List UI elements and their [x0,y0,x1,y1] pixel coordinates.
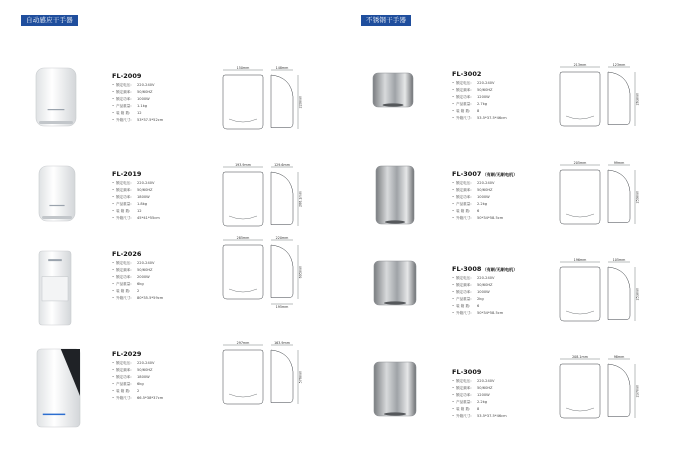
spec-value: 50/60HZ [137,90,153,94]
spec-value: 220-240V [137,181,155,185]
dimension-label: 259mm [635,190,640,204]
spec-item [112,82,163,89]
spec-item [452,282,503,289]
dryer-body [374,362,416,416]
model-number [112,250,141,258]
spec-label: 额定电压: [116,361,132,365]
spec-value: 6kg [137,282,144,286]
front-view-outline [223,172,263,226]
product-card [30,340,370,440]
front-view-outline [560,364,600,418]
spec-item [112,381,163,388]
spec-value: 6 [477,304,480,308]
spec-item [452,108,507,115]
spec-item [452,115,507,122]
dryer-body [373,73,413,107]
side-view-outline [608,72,630,125]
spec-label: 额定功率: [116,275,132,279]
spec-label: 装 箱 数: [116,111,131,115]
spec-item [112,187,160,194]
spec-item [112,194,160,201]
model-name: FL-2019 [112,170,142,178]
spec-item [112,367,163,374]
spec-label: 额定功率: [456,95,472,99]
spec-item [452,187,503,194]
spec-list [112,260,163,302]
product-photo [35,67,77,131]
dimension-label: 266.1mm [298,191,303,207]
spec-item [112,395,163,402]
spec-value: 2.2kg [477,202,488,206]
spec-item [452,406,507,413]
spec-label: 产品重量: [456,400,472,404]
spec-value: 50/60HZ [477,188,493,192]
spec-value: 2000W [137,275,150,279]
front-view-outline [223,245,263,299]
spec-label: 额定功率: [116,97,132,101]
spec-label: 额定频率: [456,283,472,287]
spec-item [112,208,160,215]
spec-item [452,94,507,101]
dimension-label: 99mm [613,161,625,165]
dimension-label: 148mm [275,66,289,70]
model-name: FL-2026 [112,250,142,258]
spec-label: 外箱尺寸: [456,216,472,220]
spec-value: 2 [137,389,140,393]
spec-label: 装 箱 数: [456,209,471,213]
spec-item [452,385,507,392]
dimension-label: 253mm [635,287,640,301]
product-photo [38,250,72,330]
spec-item [112,89,163,96]
spec-value: 66.5*38*37cm [137,396,164,400]
spec-list [452,180,503,222]
spec-value: 50/60HZ [137,188,153,192]
spec-label: 装 箱 数: [456,407,471,411]
spec-item [452,201,503,208]
spec-value: 53.5*37.5*46cm [477,414,507,418]
dimension-label: 213mm [573,63,587,67]
model-name: FL-2029 [112,350,142,358]
spec-value: 1200W [477,393,490,397]
spec-value: 1200W [477,95,490,99]
spec-item [112,288,163,295]
spec-label: 外箱尺寸: [116,296,132,300]
spec-value: 2.7kg [477,102,488,106]
spec-label: 产品重量: [456,102,472,106]
dryer-body [376,166,414,224]
motor-type-note: （有刷/无刷电机） [482,267,518,272]
spec-label: 产品重量: [456,202,472,206]
spec-value: 50*34*58.5cm [477,311,504,315]
section-title-automatic-sensor: 自动感应干手器 [21,15,78,26]
spec-value: 220-240V [137,83,155,87]
technical-drawing [213,65,328,147]
product-card [30,62,370,162]
spec-label: 外箱尺寸: [456,414,472,418]
model-name: FL-3007 [452,170,482,178]
spec-value: 80*35.5*59cm [137,296,164,300]
dimension-label: 129.6mm [274,163,290,167]
dimension-label: 195mm [275,305,289,309]
dimension-label: 208.1mm [572,355,588,359]
spec-label: 产品重量: [116,104,132,108]
spec-value: 220-240V [137,361,155,365]
spec-label: 外箱尺寸: [116,396,132,400]
spec-label: 额定功率: [116,375,132,379]
spec-label: 额定频率: [116,188,132,192]
spec-item [452,87,507,94]
front-view-detail [566,311,594,314]
spec-item [452,392,507,399]
spec-value: 6 [477,209,480,213]
spec-item [452,310,503,317]
model-name: FL-2009 [112,72,142,80]
brand-strip [48,109,65,110]
air-outlet [383,103,404,106]
spec-value: 1000W [477,290,490,294]
spec-item [112,180,160,187]
spec-label: 额定频率: [456,88,472,92]
spec-value: 220-240V [477,379,495,383]
model-number [112,170,141,178]
spec-value: 6kg [137,382,144,386]
dimension-label: 297mm [236,341,250,345]
spec-label: 外箱尺寸: [116,216,132,220]
spec-label: 产品重量: [116,382,132,386]
spec-item [112,374,163,381]
front-view-detail [229,394,257,397]
air-outlet [384,412,406,415]
dimension-label: 205mm [573,161,587,165]
spec-value: 50/60HZ [477,88,493,92]
model-name: FL-3009 [452,368,482,376]
spec-label: 额定频率: [456,386,472,390]
model-number [452,265,517,273]
spec-item [112,117,163,124]
spec-label: 装 箱 数: [116,389,131,393]
spec-list [112,360,163,402]
spec-label: 额定电压: [456,181,472,185]
spec-value: 50/60HZ [137,268,153,272]
spec-item [452,194,503,201]
front-view-outline [560,267,600,321]
front-view-outline [560,72,600,126]
air-outlet [39,121,73,124]
product-card [370,255,680,355]
spec-value: 50/60HZ [477,386,493,390]
air-outlet [385,220,405,223]
dryer-body [36,68,76,126]
spec-item [112,215,160,222]
model-name: FL-3002 [452,70,482,78]
technical-drawing [550,62,665,144]
dryer-body [374,261,416,305]
dryer-body [39,166,75,221]
technical-drawing [550,257,665,339]
front-view-outline [223,350,263,404]
spec-value: 220-240V [477,276,495,280]
model-number [112,72,141,80]
blue-light-strip [43,414,66,416]
product-photo [373,260,417,310]
side-view-outline [608,364,630,417]
front-view-detail [229,216,257,219]
spec-item [452,101,507,108]
product-card [30,236,370,340]
spec-value: 220-240V [137,261,155,265]
air-outlet [42,216,72,219]
spec-value: 1800W [137,195,150,199]
spec-item [112,260,163,267]
spec-value: 8 [477,109,480,113]
front-view-outline [560,170,600,224]
spec-value: 50/60HZ [137,368,153,372]
side-view-outline [271,245,293,298]
spec-value: 2 [137,289,140,293]
spec-value: 1000W [137,97,150,101]
spec-label: 额定功率: [116,195,132,199]
spec-list [112,82,163,124]
product-card [370,160,680,260]
spec-label: 额定电压: [116,181,132,185]
spec-list [452,80,507,122]
model-number [452,170,517,178]
model-number [112,350,141,358]
product-card [370,60,680,160]
dimension-label: 105mm [612,258,626,262]
technical-drawing [213,162,328,244]
technical-drawing [213,235,328,317]
spec-item [452,80,507,87]
spec-item [452,275,503,282]
spec-value: 50*34*58.5cm [477,216,504,220]
spec-value: 1800W [137,375,150,379]
dimension-label: 285mm [236,236,250,240]
spec-value: 1000W [477,195,490,199]
spec-item [112,281,163,288]
technical-drawing [213,340,328,422]
spec-value: 2.2kg [477,400,488,404]
spec-label: 产品重量: [116,202,132,206]
spec-label: 装 箱 数: [456,304,471,308]
spec-item [112,103,163,110]
spec-label: 额定频率: [116,268,132,272]
spec-label: 额定电压: [456,81,472,85]
spec-item [112,360,163,367]
spec-label: 装 箱 数: [116,289,131,293]
technical-drawing [550,160,665,242]
dimension-label: 193.9mm [235,163,251,167]
front-view-detail [229,119,257,122]
product-photo [372,72,414,112]
brand-strip [49,205,64,206]
spec-item [452,208,503,215]
spec-item [112,110,163,117]
dimension-label: 163.9mm [274,341,290,345]
spec-label: 额定电压: [456,276,472,280]
spec-value: 45*41*55cm [137,216,160,220]
spec-label: 额定电压: [116,83,132,87]
spec-value: 12 [137,209,142,213]
indicator-strip [48,259,62,261]
spec-label: 额定电压: [116,261,132,265]
spec-item [452,296,503,303]
product-photo [36,348,81,432]
spec-label: 额定频率: [456,188,472,192]
spec-value: 53.5*37.5*46cm [477,116,507,120]
spec-list [452,378,507,420]
motor-type-note: （有刷/无刷电机） [482,172,518,177]
spec-label: 产品重量: [116,282,132,286]
dimension-label: 150mm [236,66,250,70]
spec-label: 额定频率: [116,368,132,372]
side-view-outline [271,75,293,128]
spec-label: 产品重量: [456,297,472,301]
spec-label: 额定功率: [456,393,472,397]
dimension-label: 695mm [298,265,303,279]
spec-item [452,413,507,420]
spec-item [112,267,163,274]
side-view-outline [271,350,293,403]
spec-label: 外箱尺寸: [456,311,472,315]
front-view-outline [223,75,263,129]
dimension-label: 123mm [612,63,626,67]
spec-item [452,399,507,406]
spec-item [452,289,503,296]
spec-value: 53*37.5*52cm [137,118,164,122]
front-view-detail [229,289,257,292]
spec-item [452,180,503,187]
spec-item [112,295,163,302]
spec-list [452,275,503,317]
spec-item [112,274,163,281]
spec-item [112,96,163,103]
spec-value: 50/60HZ [477,283,493,287]
product-photo [38,165,76,226]
spec-value: 220-240V [477,181,495,185]
dimension-label: 220mm [298,95,303,109]
dimension-label: 220mm [275,236,289,240]
spec-item [452,215,503,222]
spec-item [112,388,163,395]
front-view-detail [566,116,594,119]
air-outlet [384,301,406,304]
spec-label: 额定功率: [456,195,472,199]
side-view-outline [271,172,293,225]
model-name: FL-3008 [452,265,482,273]
spec-label: 装 箱 数: [456,109,471,113]
side-view-outline [608,170,630,223]
spec-item [452,378,507,385]
hand-slot [42,277,68,301]
spec-list [112,180,160,222]
dimension-label: 263mm [635,92,640,106]
spec-item [452,303,503,310]
spec-label: 额定功率: [456,290,472,294]
spec-label: 装 箱 数: [116,209,131,213]
front-view-detail [566,408,594,411]
dimension-label: 237mm [635,384,640,398]
model-number [452,70,481,78]
dimension-label: 98mm [613,355,625,359]
technical-drawing [550,354,665,436]
front-view-detail [566,214,594,217]
product-card [370,355,680,458]
spec-value: 1.8kg [137,202,148,206]
spec-value: 1.1kg [137,104,148,108]
product-photo [373,361,417,421]
product-photo [375,165,415,229]
model-number [452,368,481,376]
spec-label: 额定频率: [116,90,132,94]
section-title-stainless-steel: 不锈钢干手器 [361,15,411,26]
spec-value: 12 [137,111,142,115]
spec-value: 8 [477,407,480,411]
spec-value: 2kg [477,297,484,301]
spec-item [112,201,160,208]
spec-label: 外箱尺寸: [116,118,132,122]
spec-label: 额定电压: [456,379,472,383]
spec-value: 220-240V [477,81,495,85]
dimension-label: 196mm [573,258,587,262]
dimension-label: 576mm [298,370,303,384]
side-view-outline [608,267,630,320]
spec-label: 外箱尺寸: [456,116,472,120]
